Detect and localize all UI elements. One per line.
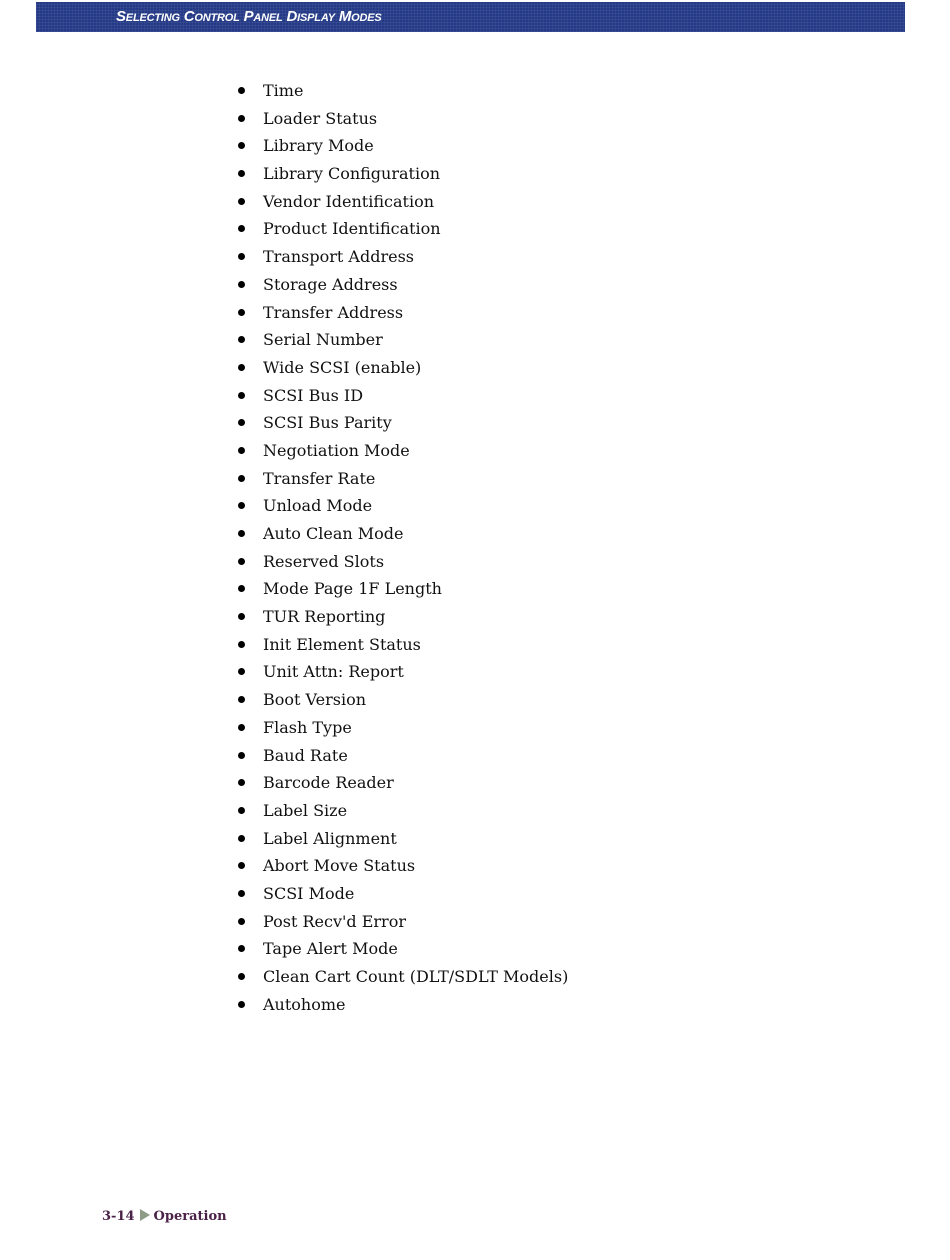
list-item xyxy=(236,243,568,271)
bullet-icon xyxy=(238,253,245,260)
list-item xyxy=(236,326,568,354)
list-item-label: SCSI Bus ID xyxy=(263,385,364,405)
list-item-label: Time xyxy=(263,81,304,100)
list-item-label: Unit Attn: Report xyxy=(263,662,404,682)
list-item-label: Auto Clean Mode xyxy=(263,524,404,543)
list-item-label: Abort Move Status xyxy=(263,856,416,876)
page-number: 3-14 xyxy=(102,1209,135,1224)
list-item-label: SCSI Bus Parity xyxy=(263,413,392,433)
list-item xyxy=(236,77,568,105)
list-item xyxy=(236,215,568,243)
bullet-icon xyxy=(238,1001,245,1008)
list-item-label: Unload Mode xyxy=(263,496,373,516)
bullet-icon xyxy=(238,419,245,426)
list-item-label: TUR Reporting xyxy=(263,607,386,627)
bullet-icon xyxy=(238,890,245,897)
triangle-right-icon xyxy=(140,1209,150,1221)
bullet-icon xyxy=(238,641,245,648)
list-item-label: Boot Version xyxy=(263,690,367,710)
list-item-label: Label Size xyxy=(263,800,348,820)
bullet-icon xyxy=(238,309,245,316)
list-item-label: Reserved Slots xyxy=(263,551,385,571)
list-item-label: Tape Alert Mode xyxy=(263,939,398,959)
list-item xyxy=(236,742,568,770)
list-item-label: Flash Type xyxy=(263,717,352,737)
bullet-icon xyxy=(238,198,245,205)
bullet-icon xyxy=(238,530,245,537)
list-item xyxy=(236,354,568,382)
bullet-icon xyxy=(238,475,245,482)
list-item-label: SCSI Mode xyxy=(263,883,355,903)
bullet-icon xyxy=(238,613,245,620)
list-item-label: Post Recv'd Error xyxy=(263,911,406,931)
list-item xyxy=(236,825,568,853)
list-item xyxy=(236,492,568,520)
bullet-icon xyxy=(238,585,245,592)
list-item xyxy=(236,299,568,327)
bullet-icon xyxy=(238,225,245,232)
list-item-label: Storage Address xyxy=(263,274,398,294)
list-item-label: Library Mode xyxy=(263,136,374,156)
list-item xyxy=(236,686,568,714)
list-item xyxy=(236,880,568,908)
page-footer xyxy=(102,1209,227,1224)
list-item-label: Clean Cart Count (DLT/SDLT Models) xyxy=(263,967,569,986)
list-item xyxy=(236,188,568,216)
list-item-label: Transport Address xyxy=(263,247,414,267)
list-item xyxy=(236,105,568,133)
bullet-icon xyxy=(238,142,245,149)
bullet-icon xyxy=(238,170,245,177)
page-header-title: Selecting Control Panel Display Modes xyxy=(116,8,382,25)
list-item-label: Mode Page 1F Length xyxy=(263,579,442,599)
list-item-label: Vendor Identification xyxy=(263,191,435,211)
page-header-bar xyxy=(36,2,905,32)
section-name: Operation xyxy=(153,1209,227,1224)
list-item-label: Init Element Status xyxy=(263,634,421,654)
list-item xyxy=(236,769,568,797)
bullet-icon xyxy=(238,336,245,343)
bullet-icon xyxy=(238,945,245,952)
bullet-icon xyxy=(238,807,245,814)
list-item-label: Label Alignment xyxy=(263,828,397,848)
list-item-label: Loader Status xyxy=(263,108,378,128)
list-item xyxy=(236,548,568,576)
list-item xyxy=(236,465,568,493)
list-item xyxy=(236,797,568,825)
list-item-label: Negotiation Mode xyxy=(263,440,410,460)
list-item-label: Wide SCSI (enable) xyxy=(263,357,422,377)
list-item-label: Product Identification xyxy=(263,219,441,239)
bullet-icon xyxy=(238,502,245,509)
list-item xyxy=(236,935,568,963)
list-item-label: Barcode Reader xyxy=(263,773,394,793)
list-item xyxy=(236,575,568,603)
list-item-label: Library Configuration xyxy=(263,164,441,184)
bullet-icon xyxy=(238,392,245,399)
list-item xyxy=(236,409,568,437)
list-item-label: Transfer Address xyxy=(263,302,404,322)
list-item xyxy=(236,520,568,548)
bullet-icon xyxy=(238,115,245,122)
list-item xyxy=(236,631,568,659)
bullet-icon xyxy=(238,862,245,869)
list-item-label: Autohome xyxy=(263,994,346,1014)
bullet-icon xyxy=(238,752,245,759)
list-item xyxy=(236,437,568,465)
list-item xyxy=(236,271,568,299)
display-mode-list xyxy=(236,77,568,1018)
list-item-label: Transfer Rate xyxy=(263,468,376,488)
list-item xyxy=(236,603,568,631)
list-item xyxy=(236,963,568,991)
bullet-icon xyxy=(238,87,245,94)
list-item xyxy=(236,658,568,686)
bullet-icon xyxy=(238,558,245,565)
bullet-icon xyxy=(238,696,245,703)
bullet-icon xyxy=(238,281,245,288)
list-item xyxy=(236,160,568,188)
list-item xyxy=(236,382,568,410)
bullet-icon xyxy=(238,779,245,786)
bullet-icon xyxy=(238,447,245,454)
bullet-icon xyxy=(238,724,245,731)
list-item xyxy=(236,132,568,160)
list-item xyxy=(236,852,568,880)
bullet-icon xyxy=(238,973,245,980)
bullet-icon xyxy=(238,918,245,925)
list-item xyxy=(236,908,568,936)
list-item-label: Serial Number xyxy=(263,330,383,350)
list-item xyxy=(236,991,568,1019)
bullet-icon xyxy=(238,668,245,675)
list-item-label: Baud Rate xyxy=(263,745,348,765)
bullet-icon xyxy=(238,364,245,371)
list-item xyxy=(236,714,568,742)
bullet-icon xyxy=(238,835,245,842)
